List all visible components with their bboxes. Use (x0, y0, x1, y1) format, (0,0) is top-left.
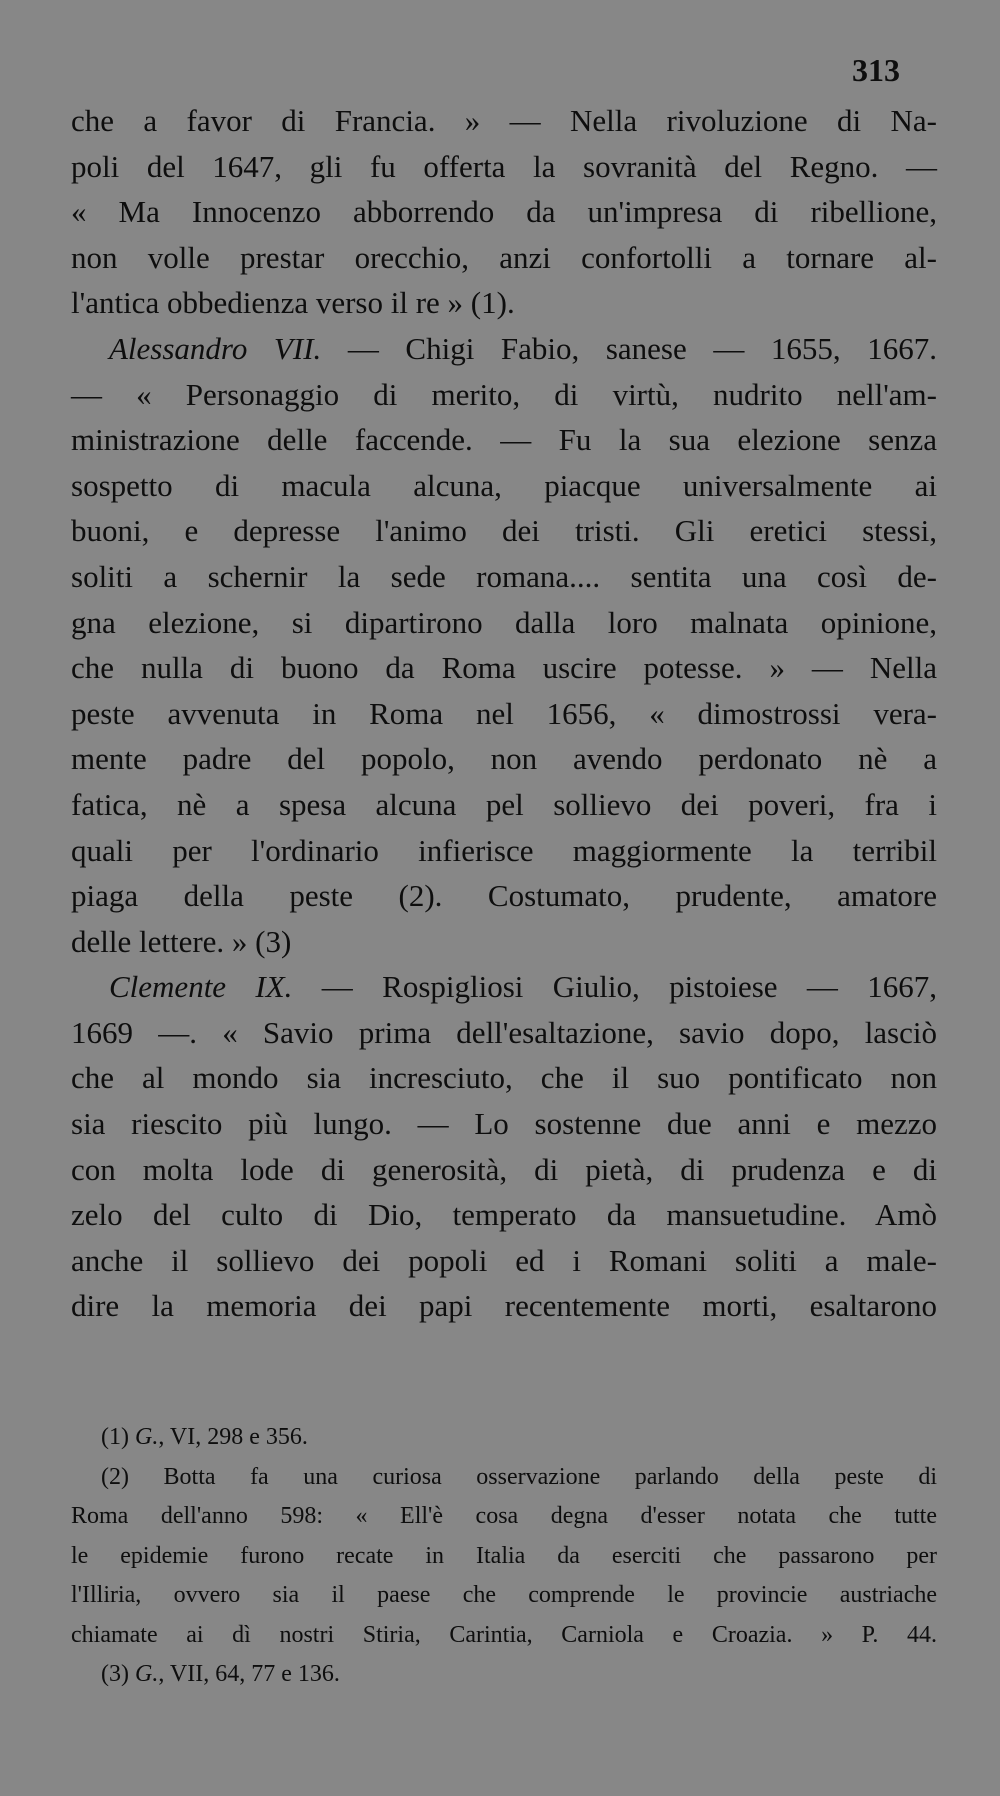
body-line: l'antica obbedienza verso il re » (1). (71, 285, 515, 321)
body-line: ministrazione delle faccende. — Fu la sua elezione senza (71, 422, 937, 458)
footnote-source: G. (134, 1424, 159, 1450)
footnotes (71, 1418, 937, 1695)
body-line: soliti a schernir la sede romana.... sentita una così de- (71, 558, 937, 594)
body-line (71, 964, 937, 1010)
footnote-3 (71, 1655, 937, 1695)
body-line: delle lettere. » (3) (71, 923, 292, 959)
body-line: mente padre del popolo, non avendo perdonato nè a (71, 741, 937, 777)
body-line: che nulla di buono da Roma uscire potesse. » — Nella (71, 650, 937, 686)
body-line: — « Personaggio di merito, di virtù, nudrito nell'am- (71, 376, 937, 412)
page-number: 313 (852, 52, 900, 88)
body-line: peste avvenuta in Roma nel 1656, « dimostrossi vera- (71, 695, 937, 731)
body-line: fatica, nè a spesa alcuna pel sollievo dei poveri, fra i (71, 786, 937, 822)
body-line: buoni, e depresse l'animo dei tristi. Gli eretici stessi, (71, 513, 937, 549)
body-line: sia riescito più lungo. — Lo sostenne due anni e mezzo (71, 1106, 937, 1142)
body-line-rest: — Rospigliosi Giulio, pistoiese — 1667, (292, 969, 938, 1005)
body-line: anche il sollievo dei popoli ed i Romani soliti a male- (71, 1242, 937, 1278)
body-line: quali per l'ordinario infierisce maggiormente la terribil (71, 832, 937, 868)
footnote-1 (71, 1418, 937, 1458)
body-line: poli del 1647, gli fu offerta la sovranità del Regno. — (71, 148, 937, 184)
footnote-mark: (1) (101, 1424, 129, 1450)
body-line (71, 326, 937, 372)
body-line: 1669 —. « Savio prima dell'esaltazione, savio dopo, lasciò (71, 1014, 937, 1050)
footnote-text: , VII, 64, 77 e 136. (158, 1661, 340, 1687)
body-line: non volle prestar orecchio, anzi confortolli a tornare al- (71, 239, 937, 275)
footnote-source: G. (134, 1661, 159, 1687)
body-line: che a favor di Francia. » — Nella rivoluzione di Na- (71, 103, 937, 138)
body-line-rest: — Chigi Fabio, sanese — 1655, 1667. (321, 330, 937, 366)
footnote-2-line: chiamate ai dì nostri Stiria, Carintia, Carniola e Croazia. » P. 44. (71, 1621, 937, 1648)
pope-name-clemente-ix: Clemente IX. (109, 969, 293, 1005)
body-line: piaga della peste (2). Costumato, prudente, amatore (71, 878, 937, 914)
body-line: « Ma Innocenzo abborrendo da un'impresa di ribellione, (71, 194, 937, 230)
footnote-text: , VI, 298 e 356. (158, 1424, 308, 1450)
body-line: gna elezione, si dipartirono dalla loro malnata opinione, (71, 604, 937, 640)
body-text (71, 98, 937, 1329)
footnote-2-line: (2) Botta fa una curiosa osservazione parlando della peste di (101, 1463, 937, 1490)
body-line: sospetto di macula alcuna, piacque universalmente ai (71, 467, 937, 503)
body-line: che al mondo sia incresciuto, che il suo pontificato non (71, 1060, 937, 1096)
body-line: zelo del culto di Dio, temperato da mansuetudine. Amò (71, 1197, 937, 1233)
body-line: dire la memoria dei papi recentemente morti, esaltarono (71, 1288, 937, 1324)
footnote-mark: (3) (101, 1661, 129, 1687)
pope-name-alessandro-vii: Alessandro VII. (109, 330, 322, 366)
footnote-2-line: Roma dell'anno 598: « Ell'è cosa degna d'esser notata che tutte (71, 1503, 937, 1529)
body-line: con molta lode di generosità, di pietà, di prudenza e di (71, 1151, 937, 1187)
footnote-2-line: l'Illiria, ovvero sia il paese che comprende le provincie austriache (71, 1582, 937, 1608)
footnote-2-line: le epidemie furono recate in Italia da eserciti che passarono per (71, 1542, 937, 1569)
